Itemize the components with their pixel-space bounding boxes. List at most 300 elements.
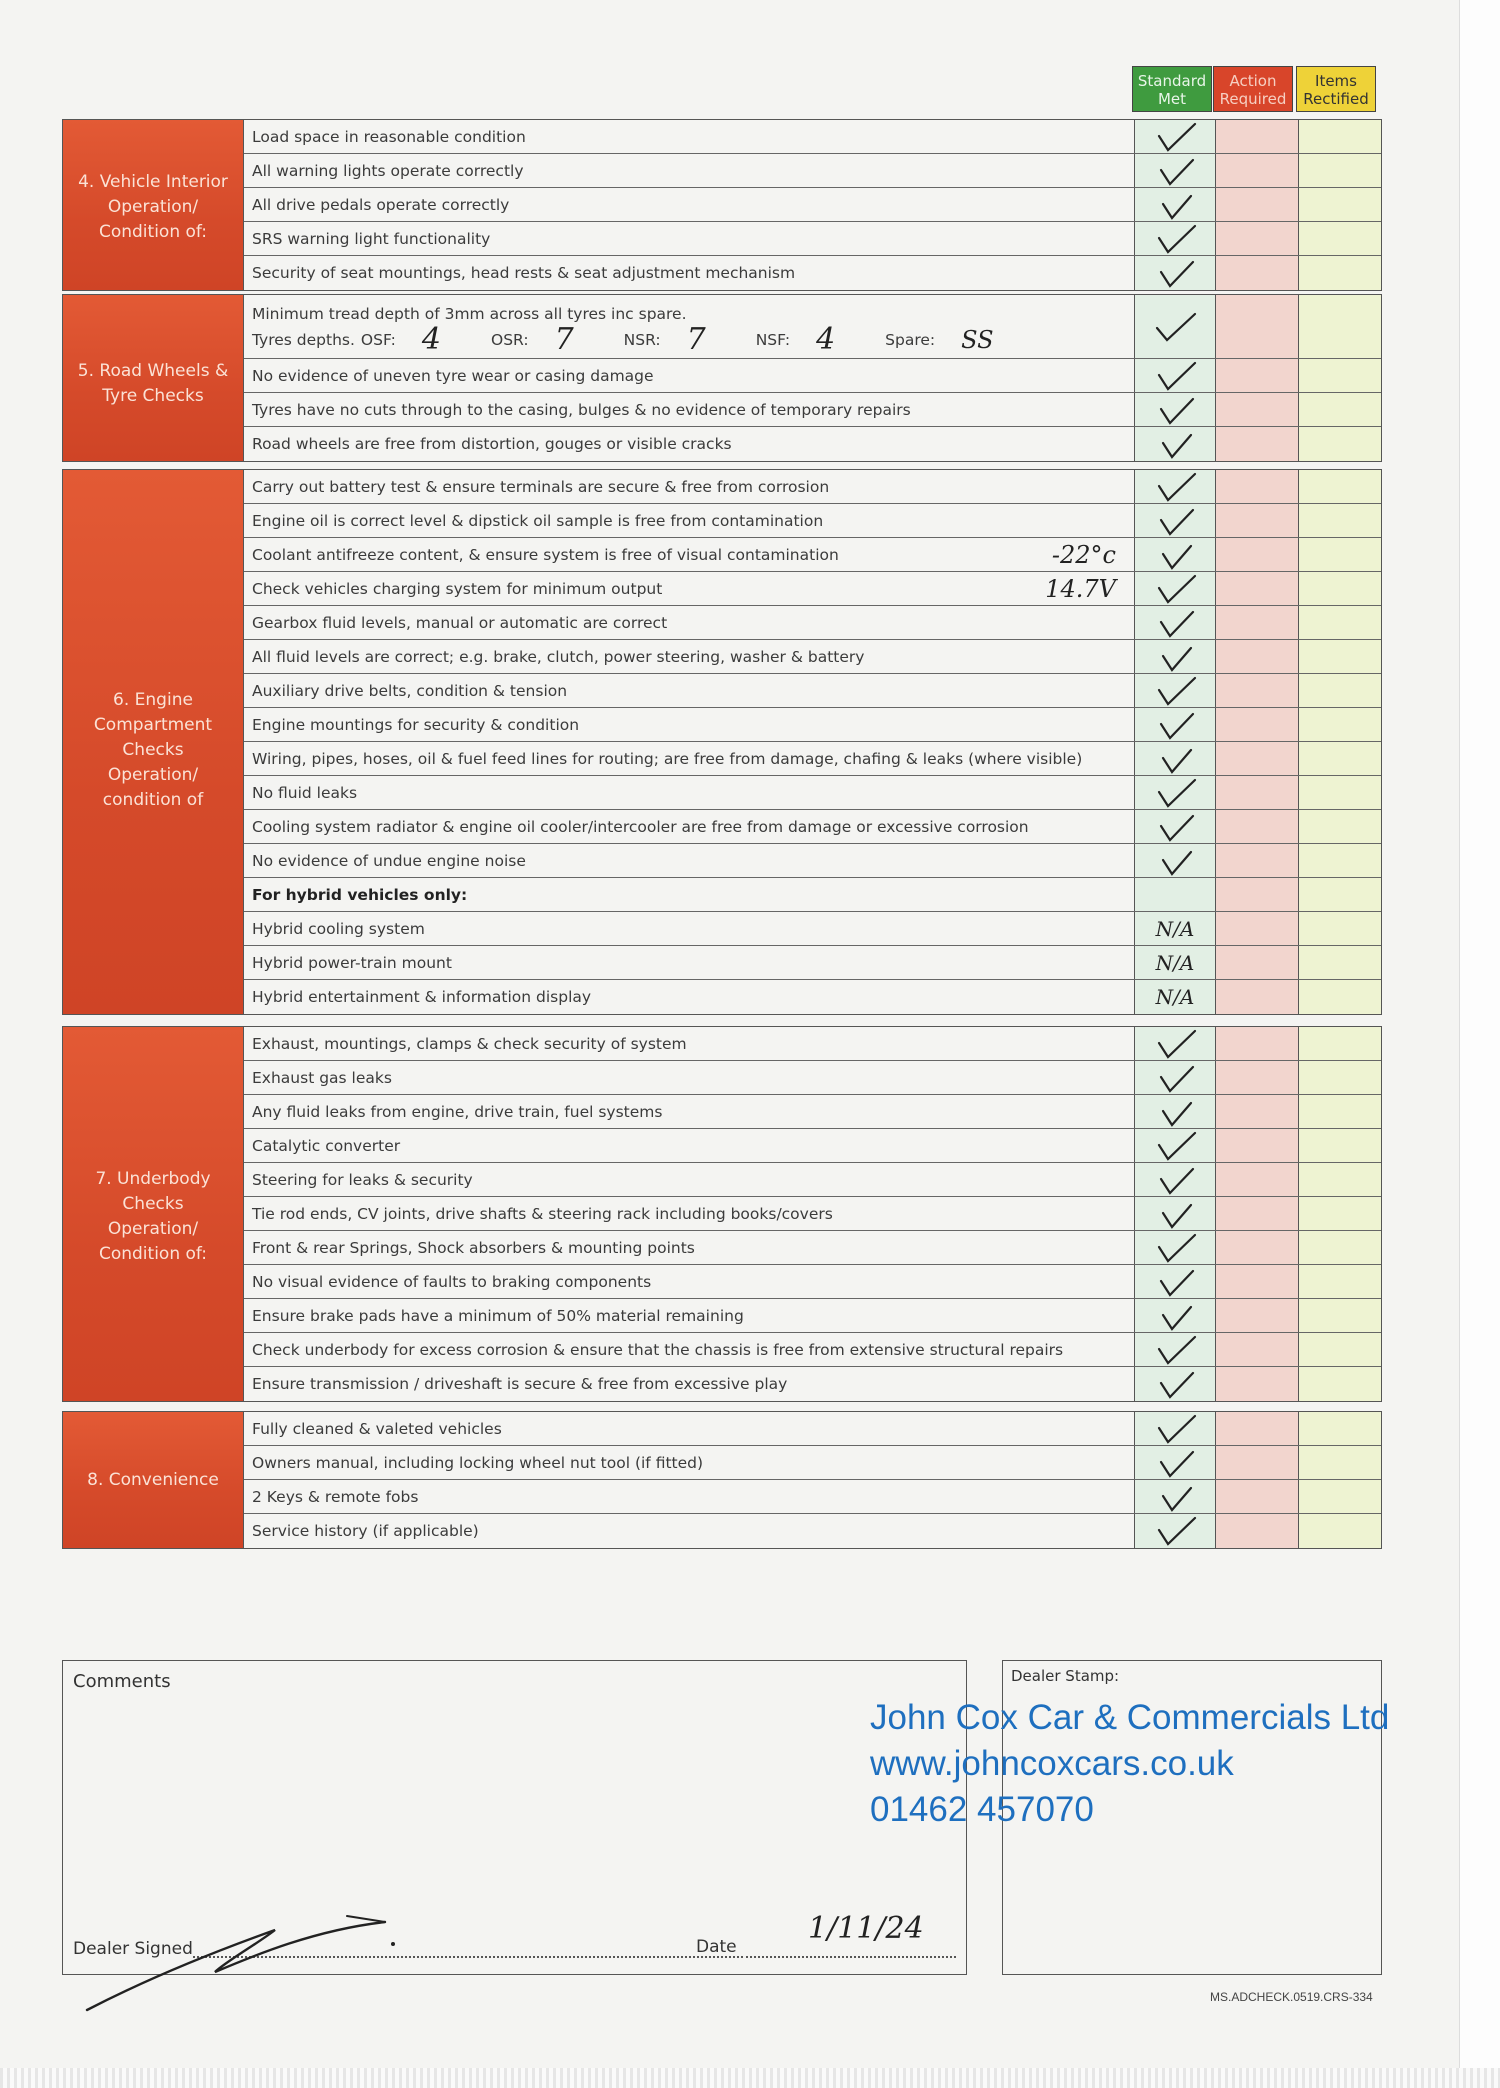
action-required-cell [1216, 844, 1299, 877]
nsr-value: 7 [686, 322, 706, 357]
items-rectified-cell [1299, 256, 1381, 290]
action-required-cell [1216, 1061, 1299, 1094]
checklist-item-label [244, 878, 1135, 911]
items-rectified-cell [1299, 120, 1381, 153]
checklist-row [244, 154, 1381, 188]
checklist-row [244, 606, 1381, 640]
not-applicable-mark: N/A [1155, 916, 1195, 941]
section-label [63, 1412, 244, 1548]
action-required-cell [1216, 912, 1299, 945]
item-text: Fully cleaned & valeted vehicles [252, 1419, 502, 1438]
items-rectified-cell [1299, 504, 1381, 537]
standard-met-cell [1135, 1231, 1216, 1264]
tick-icon [1151, 1163, 1199, 1197]
items-rectified-cell [1299, 359, 1381, 392]
action-required-cell [1216, 1265, 1299, 1298]
action-required-cell [1216, 538, 1299, 571]
action-required-cell [1216, 295, 1299, 358]
standard-met-cell [1135, 742, 1216, 775]
scan-edge [0, 2068, 1500, 2088]
items-rectified-cell [1299, 1446, 1381, 1479]
item-text: Hybrid entertainment & information display [252, 988, 592, 1006]
checklist-row [244, 1027, 1381, 1061]
item-text: Load space in reasonable condition [252, 127, 526, 146]
action-required-cell [1216, 1333, 1299, 1366]
item-text: Wiring, pipes, hoses, oil & fuel feed lines for routing; are free from damage, chafing & leaks (where visible) [252, 749, 1083, 768]
checklist-row [244, 188, 1381, 222]
tick-icon [1151, 1333, 1199, 1367]
items-rectified-cell [1299, 1480, 1381, 1513]
checklist-item-label [244, 1514, 1135, 1548]
checklist-row [244, 470, 1381, 504]
checklist-row [244, 844, 1381, 878]
items-rectified-cell [1299, 912, 1381, 945]
tick-icon [1151, 504, 1199, 538]
section-rows [244, 1412, 1381, 1548]
tick-icon [1151, 359, 1199, 393]
checklist-row [244, 1061, 1381, 1095]
checklist-item-label [244, 1061, 1135, 1094]
standard-met-cell [1135, 1129, 1216, 1162]
checklist-item-label [244, 572, 1135, 605]
section-rows [244, 1027, 1381, 1401]
item-text: No evidence of undue engine noise [252, 851, 526, 870]
tick-icon [1151, 1129, 1199, 1163]
action-required-cell [1216, 572, 1299, 605]
item-text: Road wheels are free from distortion, gouges or visible cracks [252, 435, 732, 453]
items-rectified-cell [1299, 946, 1381, 979]
tick-icon [1151, 1061, 1199, 1095]
dealer-signed-label: Dealer Signed [73, 1939, 193, 1959]
checklist-item-label [244, 256, 1135, 290]
section-rows [244, 120, 1381, 290]
items-rectified-cell [1299, 1197, 1381, 1230]
checklist-row [244, 1197, 1381, 1231]
tick-icon [1151, 572, 1199, 606]
spare-label: Spare: [885, 331, 936, 349]
section-title-line: Operation/ [107, 1219, 199, 1239]
checklist-row [244, 776, 1381, 810]
items-rectified-cell [1299, 878, 1381, 911]
checklist-item-label [244, 359, 1135, 392]
tick-icon [1151, 1412, 1199, 1446]
tread-depth-item [244, 295, 1135, 358]
dealer-signature [85, 1910, 405, 2020]
tick-icon [1151, 1197, 1199, 1231]
section-title-line: 4. Vehicle Interior [78, 172, 228, 192]
items-rectified-cell [1299, 1367, 1381, 1401]
checklist-item-label [244, 810, 1135, 843]
action-required-cell [1216, 1129, 1299, 1162]
item-text: Owners manual, including locking wheel nut tool (if fitted) [252, 1453, 704, 1472]
standard-met-cell [1135, 912, 1216, 945]
standard-met-cell [1135, 470, 1216, 503]
tick-icon [1151, 1027, 1199, 1061]
osf-label: OSF: [360, 331, 396, 349]
items-rectified-cell [1299, 1299, 1381, 1332]
checklist-row [244, 980, 1381, 1014]
checklist-item-label [244, 1231, 1135, 1264]
checklist-row [244, 1231, 1381, 1265]
section-title-line: Operation/ [107, 765, 199, 785]
section-road-wheels [62, 294, 1382, 462]
checklist-row [244, 946, 1381, 980]
standard-met-cell [1135, 359, 1216, 392]
items-rectified-cell [1299, 606, 1381, 639]
checklist-item-label [244, 1163, 1135, 1196]
standard-met-cell [1135, 222, 1216, 255]
items-rectified-cell [1299, 1129, 1381, 1162]
not-applicable-mark: N/A [1155, 950, 1195, 975]
item-text: Exhaust, mountings, clamps & check security of system [252, 1034, 687, 1053]
date-line [746, 1956, 956, 1958]
standard-met-cell [1135, 674, 1216, 707]
tick-icon [1151, 1299, 1199, 1333]
checklist-item-label [244, 1197, 1135, 1230]
standard-met-cell [1135, 1163, 1216, 1196]
dealer-stamp [870, 1695, 1389, 1833]
nsr-label: NSR: [623, 331, 661, 349]
action-required-cell [1216, 776, 1299, 809]
action-required-cell [1216, 1197, 1299, 1230]
section-convenience [62, 1411, 1382, 1549]
dealer-stamp-title: Dealer Stamp: [1011, 1667, 1120, 1685]
tick-icon [1151, 810, 1199, 844]
osr-label: OSR: [491, 331, 529, 349]
item-text: All warning lights operate correctly [252, 161, 524, 180]
items-rectified-cell [1299, 470, 1381, 503]
action-required-cell [1216, 606, 1299, 639]
stamp-phone: 01462 457070 [870, 1790, 1094, 1829]
checklist-row [244, 1333, 1381, 1367]
item-text: Tyres have no cuts through to the casing, bulges & no evidence of temporary repairs [252, 400, 911, 419]
standard-met-cell [1135, 295, 1216, 358]
checklist-row [244, 427, 1381, 461]
items-rectified-cell [1299, 1163, 1381, 1196]
checklist-row [244, 742, 1381, 776]
checklist-item-label [244, 776, 1135, 809]
item-text: No evidence of uneven tyre wear or casing damage [252, 366, 654, 385]
tick-icon [1151, 120, 1199, 154]
checklist-row [244, 572, 1381, 606]
section-title-line: Checks [122, 1194, 184, 1214]
tick-icon [1151, 1367, 1199, 1401]
checklist-item-label [244, 1095, 1135, 1128]
checklist-row [244, 1299, 1381, 1333]
item-text: Steering for leaks & security [252, 1170, 473, 1189]
checklist-item-label [244, 154, 1135, 187]
standard-met-cell [1135, 1197, 1216, 1230]
standard-met-cell [1135, 606, 1216, 639]
paper-edge [1459, 0, 1500, 2088]
section-title-line: Condition of: [98, 222, 208, 242]
action-required-cell [1216, 1231, 1299, 1264]
checklist-row [244, 504, 1381, 538]
checklist-item-label [244, 470, 1135, 503]
standard-met-cell [1135, 188, 1216, 221]
section-title [63, 688, 243, 813]
checklist-item-label [244, 1412, 1135, 1445]
osf-value: 4 [421, 322, 441, 357]
tick-icon [1151, 1514, 1199, 1548]
action-required-cell [1216, 1446, 1299, 1479]
checklist-row [244, 878, 1381, 912]
checklist-row [244, 1367, 1381, 1401]
standard-met-cell [1135, 120, 1216, 153]
tick-icon [1151, 640, 1199, 674]
tick-icon [1151, 708, 1199, 742]
item-text: Engine mountings for security & condition [252, 715, 580, 734]
items-rectified-cell [1299, 1412, 1381, 1445]
items-rectified-cell [1299, 1061, 1381, 1094]
item-text: Security of seat mountings, head rests & seat adjustment mechanism [252, 264, 796, 282]
action-required-cell [1216, 393, 1299, 426]
tick-icon [1151, 1095, 1199, 1129]
tread-line1: Minimum tread depth of 3mm across all tyres inc spare. [252, 305, 687, 323]
action-required-cell [1216, 470, 1299, 503]
checklist-item-label [244, 742, 1135, 775]
items-rectified-cell [1299, 844, 1381, 877]
checklist-item-label [244, 427, 1135, 461]
action-required-cell [1216, 1412, 1299, 1445]
section-title-line: 8. Convenience [87, 1470, 219, 1490]
checklist-item-label [244, 844, 1135, 877]
section-title-line: Compartment [93, 715, 213, 735]
section-title-line: 7. Underbody [95, 1169, 211, 1189]
section-title-line: Checks [122, 740, 184, 760]
standard-met-cell [1135, 1265, 1216, 1298]
section-label [63, 120, 244, 290]
checklist-row [244, 1163, 1381, 1197]
action-required-cell [1216, 742, 1299, 775]
item-text: Ensure transmission / driveshaft is secure & free from excessive play [252, 1375, 788, 1393]
action-required-cell [1216, 1027, 1299, 1060]
action-required-cell [1216, 810, 1299, 843]
action-required-cell [1216, 1095, 1299, 1128]
not-applicable-mark: N/A [1155, 985, 1195, 1009]
standard-met-cell [1135, 1412, 1216, 1445]
items-rectified-cell [1299, 1514, 1381, 1548]
nsf-value: 4 [816, 322, 836, 357]
items-rectified-cell [1299, 776, 1381, 809]
item-text: SRS warning light functionality [252, 229, 491, 248]
checklist-item-label [244, 222, 1135, 255]
action-required-cell [1216, 1367, 1299, 1401]
checklist-item-label [244, 980, 1135, 1014]
checklist-row [244, 1265, 1381, 1299]
standard-met-cell [1135, 844, 1216, 877]
stamp-website: www.johncoxcars.co.uk [870, 1744, 1234, 1783]
standard-met-cell [1135, 1480, 1216, 1513]
tick-icon [1151, 470, 1199, 504]
section-label [63, 470, 244, 1014]
item-text: Cooling system radiator & engine oil cooler/intercooler are free from damage or excessive corrosion [252, 817, 1029, 836]
section-title-line: Operation/ [107, 197, 199, 217]
section-title [63, 359, 243, 409]
date-label: Date [696, 1937, 737, 1957]
items-rectified-cell [1299, 708, 1381, 741]
checklist-item-label [244, 188, 1135, 221]
section-title-line: Condition of: [98, 1244, 208, 1264]
section-title [63, 1167, 243, 1267]
items-rectified-cell [1299, 188, 1381, 221]
checklist-row [244, 1412, 1381, 1446]
item-text: Hybrid cooling system [252, 919, 425, 938]
tick-icon [1151, 188, 1199, 222]
items-rectified-cell [1299, 810, 1381, 843]
checklist-row [244, 393, 1381, 427]
action-required-cell [1216, 674, 1299, 707]
checklist-item-label [244, 1027, 1135, 1060]
standard-met-cell [1135, 427, 1216, 461]
standard-met-cell [1135, 1367, 1216, 1401]
checklist-row [244, 120, 1381, 154]
items-rectified-cell [1299, 154, 1381, 187]
action-required-cell [1216, 980, 1299, 1014]
checklist-row [244, 359, 1381, 393]
action-required-cell [1216, 359, 1299, 392]
action-required-cell [1216, 120, 1299, 153]
items-rectified-cell [1299, 393, 1381, 426]
checklist-item-label [244, 708, 1135, 741]
standard-met-cell [1135, 393, 1216, 426]
section-underbody [62, 1026, 1382, 1402]
item-text: Service history (if applicable) [252, 1522, 479, 1540]
tick-icon [1151, 1231, 1199, 1265]
action-required-cell [1216, 222, 1299, 255]
section-label [63, 1027, 244, 1401]
standard-met-cell [1135, 538, 1216, 571]
tick-icon [1151, 538, 1199, 572]
checklist-row [244, 1446, 1381, 1480]
section-title [63, 170, 243, 245]
checklist-row [244, 1129, 1381, 1163]
checklist-item-label [244, 1480, 1135, 1513]
standard-met-cell [1135, 946, 1216, 979]
tread-depth-row [244, 295, 1381, 359]
action-required-cell [1216, 878, 1299, 911]
items-rectified-cell [1299, 1095, 1381, 1128]
section-label [63, 295, 244, 461]
checklist-item-label [244, 538, 1135, 571]
standard-met-cell [1135, 1095, 1216, 1128]
checklist-item-label [244, 504, 1135, 537]
tick-icon [1151, 1265, 1199, 1299]
checklist-item-label [244, 606, 1135, 639]
checklist-row [244, 708, 1381, 742]
checklist-row [244, 1095, 1381, 1129]
checklist-item-label [244, 912, 1135, 945]
item-text: Hybrid power-train mount [252, 953, 452, 972]
checklist-row [244, 912, 1381, 946]
action-required-cell [1216, 708, 1299, 741]
comments-title: Comments [73, 1671, 171, 1692]
standard-met-cell [1135, 708, 1216, 741]
checklist-item-label [244, 674, 1135, 707]
section-vehicle-interior [62, 119, 1382, 291]
standard-met-cell [1135, 980, 1216, 1014]
checklist-row [244, 1514, 1381, 1548]
checklist-item-label [244, 1367, 1135, 1401]
tick-icon [1151, 776, 1199, 810]
item-text: Auxiliary drive belts, condition & tension [252, 681, 568, 700]
item-text: Catalytic converter [252, 1136, 401, 1155]
item-text: Tie rod ends, CV joints, drive shafts & steering rack including books/covers [252, 1204, 833, 1223]
items-rectified-cell [1299, 980, 1381, 1014]
standard-met-cell [1135, 1514, 1216, 1548]
checklist-item-label [244, 393, 1135, 426]
checklist-item-label [244, 640, 1135, 673]
standard-met-cell [1135, 1061, 1216, 1094]
item-text: Engine oil is correct level & dipstick oil sample is free from contamination [252, 511, 824, 530]
tyres-depths-label: Tyres depths. [252, 331, 355, 349]
items-rectified-cell [1299, 295, 1381, 358]
standard-met-cell [1135, 1446, 1216, 1479]
tick-icon [1151, 427, 1199, 461]
tick-icon [1151, 742, 1199, 776]
handwritten-reading: 14.7V [1045, 574, 1116, 603]
action-required-cell [1216, 946, 1299, 979]
section-title-line: condition of [102, 790, 204, 810]
items-rectified-cell [1299, 222, 1381, 255]
standard-met-cell [1135, 504, 1216, 537]
items-rectified-cell [1299, 742, 1381, 775]
action-required-cell [1216, 188, 1299, 221]
checklist-item-label [244, 1265, 1135, 1298]
action-required-cell [1216, 154, 1299, 187]
section-title-line: 6. Engine [113, 690, 193, 710]
section-engine-compartment [62, 469, 1382, 1015]
item-text: Any fluid leaks from engine, drive train, fuel systems [252, 1102, 663, 1121]
checklist-item-label [244, 946, 1135, 979]
items-rectified-cell [1299, 640, 1381, 673]
action-required-cell [1216, 256, 1299, 290]
nsf-label: NSF: [755, 331, 791, 349]
items-rectified-cell [1299, 1265, 1381, 1298]
checklist-row [244, 674, 1381, 708]
checklist-item-label [244, 120, 1135, 153]
tick-icon [1151, 154, 1199, 188]
action-required-cell [1216, 504, 1299, 537]
action-required-cell [1216, 1163, 1299, 1196]
section-title [63, 1468, 243, 1493]
item-text: Exhaust gas leaks [252, 1068, 392, 1087]
standard-met-cell [1135, 256, 1216, 290]
item-text: For hybrid vehicles only: [252, 885, 468, 904]
checklist-row [244, 640, 1381, 674]
section-rows [244, 295, 1381, 461]
checklist-item-label [244, 1299, 1135, 1332]
standard-met-cell [1135, 572, 1216, 605]
tick-icon [1151, 844, 1199, 878]
action-required-cell [1216, 427, 1299, 461]
section-title-line: Tyre Checks [102, 386, 204, 406]
section-title-line: 5. Road Wheels & [77, 361, 229, 381]
standard-met-cell [1135, 154, 1216, 187]
tick-icon [1151, 310, 1199, 344]
tick-icon [1151, 606, 1199, 640]
items-rectified-cell [1299, 1231, 1381, 1264]
handwritten-reading: -22°c [1051, 540, 1116, 569]
items-rectified-cell [1299, 427, 1381, 461]
item-text: Front & rear Springs, Shock absorbers & mounting points [252, 1238, 695, 1257]
tick-icon [1151, 1480, 1199, 1514]
checklist-row [244, 222, 1381, 256]
item-text: Coolant antifreeze content, & ensure system is free of visual contamination [252, 545, 839, 564]
standard-met-cell [1135, 1299, 1216, 1332]
items-rectified-cell [1299, 538, 1381, 571]
standard-met-cell [1135, 810, 1216, 843]
